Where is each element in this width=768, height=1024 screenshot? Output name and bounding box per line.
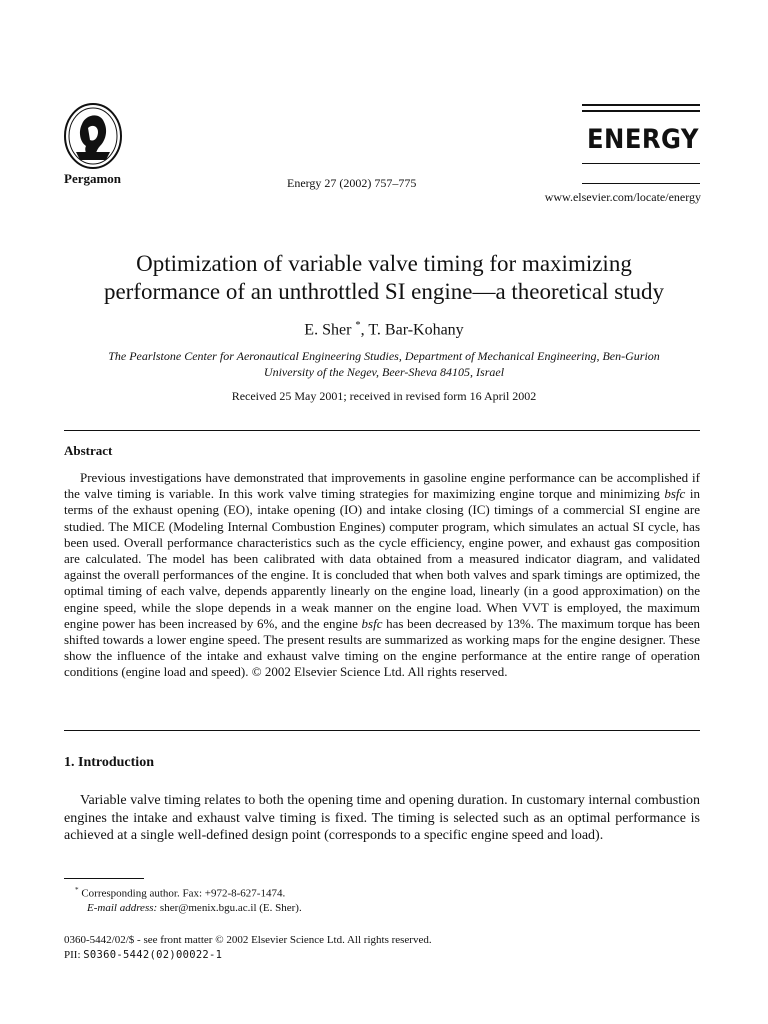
footnote-mark: * <box>75 886 79 894</box>
paper-title <box>40 250 728 306</box>
abstract-text: Previous investigations have demonstrated that improvements in gasoline engine performance can be accomplished if the valve timing is variable. In this work valve timing strategies for maximizing engine torque and minimizing <box>64 470 700 502</box>
title-line: performance of an unthrottled SI engine—a theoretical study <box>103 279 665 304</box>
author-name: E. Sher <box>304 321 352 339</box>
journal-name: ENERGY <box>587 124 699 155</box>
footnote-email <box>87 902 302 914</box>
pii-line <box>64 949 222 961</box>
email-address[interactable]: sher@menix.bgu.ac.il (E. Sher). <box>159 902 302 914</box>
header-rule <box>582 183 700 184</box>
footnote-corresponding <box>75 886 285 900</box>
intro-paragraph: Variable valve timing relates to both the opening time and opening duration. In customary internal combustion engines the intake and exhaust valve timing is fixed. The timing is selected such as an optimal performance is achieved at a single well-defined design point (corresponds to a specific engine speed and load). <box>64 793 700 843</box>
affiliation-line: University of the Negev, Beer-Sheva 84105, Israel <box>263 365 505 379</box>
footnote-rule <box>64 878 144 879</box>
journal-citation: Energy 27 (2002) 757–775 <box>287 176 417 190</box>
title-line: Optimization of variable valve timing for maximizing <box>136 251 632 276</box>
abstract-body <box>64 470 700 681</box>
email-label: E-mail address: <box>87 902 158 914</box>
abstract-top-rule <box>64 430 700 431</box>
pii-label: PII: <box>64 949 81 961</box>
abstract-heading: Abstract <box>64 443 113 458</box>
abstract-text: in terms of the exhaust opening (EO), intake opening (IO) and intake closing (IC) timings of a commercial SI engine are studied. The MICE (Modeling Internal Combustion Engines) computer program, which simulates an actual SI cycle, has been used. Overall performance characteristics such as the cycle efficiency, engine power, and exhaust gas composition are calculated. The model has been calibrated with data obtained from a measured indicator diagram, and validated against the overall performances of the engine. It is concluded that when both valves and spark timings are optimized, the optimal timing of each valve, depends apparently linearly on the engine load, linearly (in a good approximation) on the engine speed, while the slope depends in a weak manner on the engine load. When VVT is employed, the maximum engine power has been increased by 6%, and the engine <box>64 486 700 631</box>
affiliation <box>64 348 704 380</box>
abstract-term: bsfc <box>664 486 686 502</box>
journal-url[interactable]: www.elsevier.com/locate/energy <box>544 190 701 204</box>
header-rule <box>582 163 700 164</box>
author-name: T. Bar-Kohany <box>368 321 464 339</box>
header-rule <box>582 104 700 106</box>
publisher-name: Pergamon <box>64 171 122 186</box>
author-separator: , <box>360 321 369 339</box>
issn-line: 0360-5442/02/$ - see front matter © 2002 Elsevier Science Ltd. All rights reserved. <box>64 934 432 946</box>
section-heading: 1. Introduction <box>64 755 154 770</box>
affiliation-line: The Pearlstone Center for Aeronautical Engineering Studies, Department of Mechanical Engineering, Ben-Gurion <box>108 349 660 363</box>
received-dates: Received 25 May 2001; received in revised form 16 April 2002 <box>231 389 537 403</box>
abstract-term: bsfc <box>361 615 383 631</box>
footnote-text: Corresponding author. Fax: +972-8-627-1474. <box>81 887 286 900</box>
header-rule <box>582 110 700 112</box>
abstract-bottom-rule <box>64 730 700 731</box>
corresponding-mark[interactable]: * <box>355 320 361 331</box>
pergamon-logo <box>62 102 124 172</box>
pii-code: S0360-5442(02)00022-1 <box>83 949 223 961</box>
abstract-text: has been decreased by 13%. The maximum torque has been shifted towards a lower engine speed. The present results are summarized as working maps for the engine designer. These show the influence of the intake and exhaust valve timing on the engine performance at the entire range of operation conditions (engine load and speed). © 2002 Elsevier Science Ltd. All rights reserved. <box>64 615 700 680</box>
authors <box>0 320 768 339</box>
